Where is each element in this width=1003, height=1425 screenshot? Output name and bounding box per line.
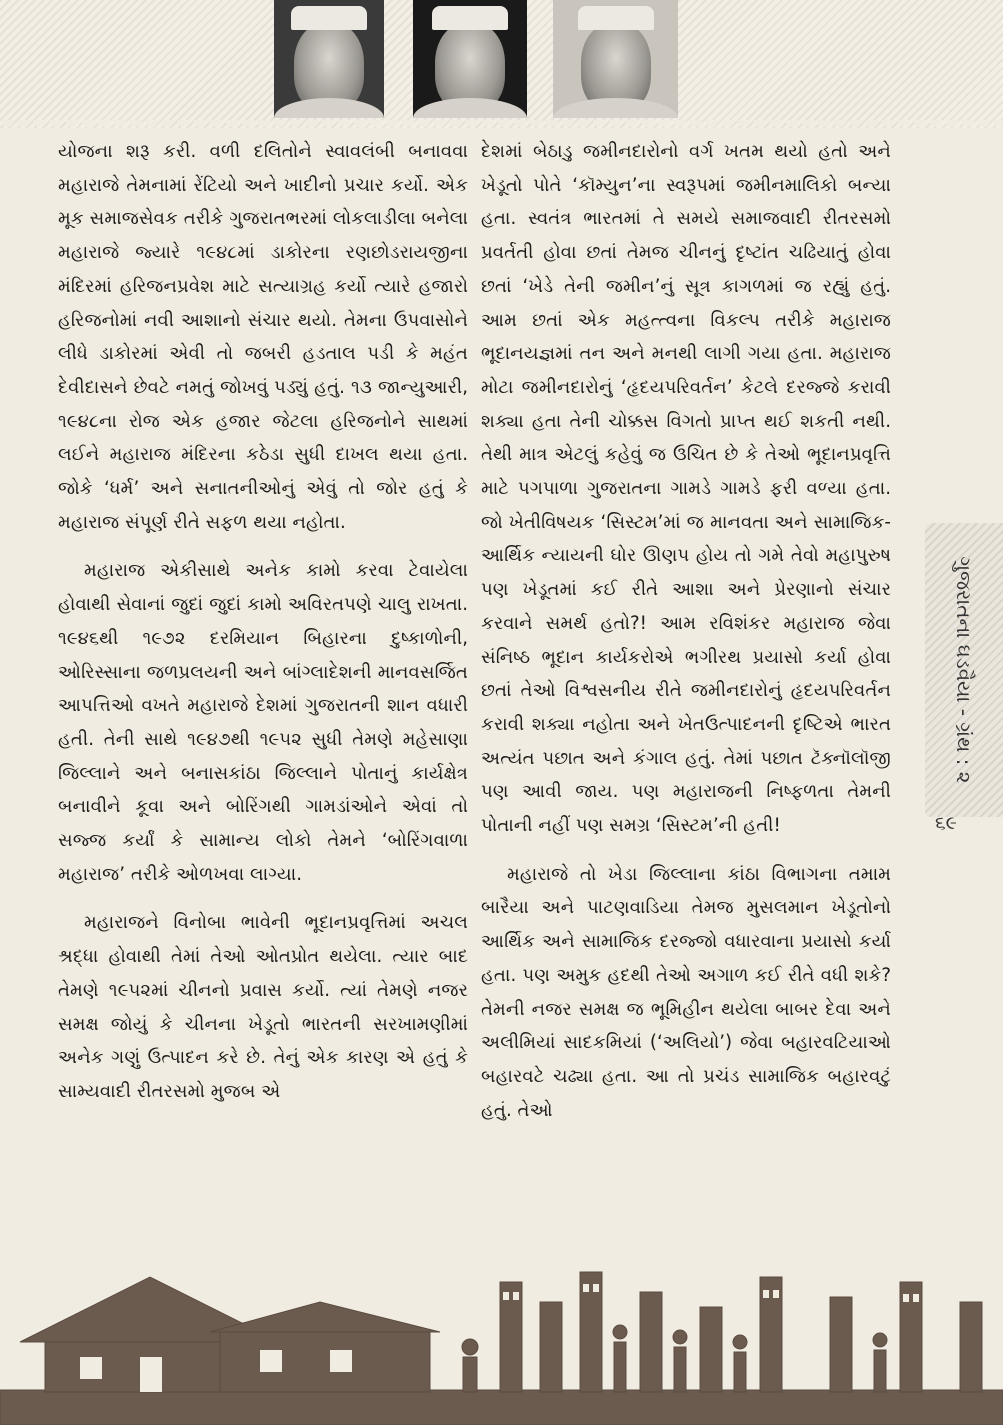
person-figure [733,1335,747,1349]
portrait-photo [553,0,678,118]
paragraph: યોજના શરૂ કરી. વળી દલિતોને સ્વાવલંબી બનાવવા મહારાજે તેમનામાં રેંટિયો અને ખાદીનો પ્રચાર કર્યો. એક મૂક સમાજસેવક તરીકે ગુજરાતભરમાં લોકલાડીલા બનેલા મહારાજે જ્યારે ૧૯૪૮માં ડાકોરના રણછોડરાયજીના મંદિરમાં હરિજનપ્રવેશ માટે સત્યાગ્રહ કર્યો ત્યારે હજારો હરિજનોમાં નવી આશાનો સંચાર થયો. તેમના ઉપવાસોને લીધે ડાકોરમાં એવી તો જબરી હડતાલ પડી કે મહંત દેવીદાસને છેવટે નમતું જોખવું પડ્યું હતું. ૧૩ જાન્યુઆરી, ૧૯૪૮ના રોજ એક હજાર જેટલા હરિજનોને સાથમાં લઈને મહારાજ મંદિરના કઠેડા સુધી દાખલ થયા હતા. જોકે ‘ધર્મ’ અને સનાતનીઓનું એવું તો જોર હતું કે મહારાજ સંપૂર્ણ રીતે સફળ થયા નહોતા. [58,141,468,533]
building-window [503,1292,509,1300]
hut-window [330,1350,352,1372]
person-figure [463,1357,477,1392]
building-block [960,1302,982,1392]
hut-roof [210,1302,440,1332]
building-window [913,1294,919,1302]
section-side-tab [925,523,1003,817]
paragraph: મહારાજને વિનોબા ભાવેની ભૂદાનપ્રવૃત્તિમાં અચલ શ્રદ્ધા હોવાથી તેમાં તેઓ ઓતપ્રોત થયેલા. ત્યાર બાદ તેમણે ૧૯૫૨માં ચીનનો પ્રવાસ કર્યો. ત્યાં તેમણે નજર સમક્ષ જોયું કે ચીનના ખેડૂતો ભારતની સરખામણીમાં અનેક ગણું ઉત્પાદન કરે છે. તેનું એક કારણ એ હતું કે સામ્યવાદી રીતરસમો મુજબ એ [58,912,468,1102]
village-illustration [0,1262,1003,1425]
building-window [583,1284,589,1292]
building-window [763,1290,769,1298]
hut-window [80,1357,102,1379]
person-figure [673,1330,687,1344]
portrait-shoulders [553,98,678,118]
portrait-shoulders [274,98,384,118]
person-figure [462,1339,478,1355]
building-block [540,1302,562,1392]
ground-strip [0,1390,1003,1425]
portrait-cap [291,6,367,30]
text-column-right [481,135,891,1127]
hut-door [140,1357,162,1392]
portrait-shoulders [413,98,527,118]
person-figure [874,1350,886,1392]
hut-wall [220,1332,430,1392]
person-figure [674,1347,686,1392]
page-number: ૬૯ [935,812,957,834]
person-figure [734,1352,746,1392]
building-window [593,1284,599,1292]
text-column-left [58,135,468,1109]
building-block [830,1297,852,1392]
portrait-cap [432,6,508,30]
building-window [903,1294,909,1302]
portrait-photo [413,0,527,118]
building-window [773,1290,779,1298]
portrait-cap [578,6,654,30]
building-window [513,1292,519,1300]
portrait-photo [274,0,384,118]
building-block [640,1292,662,1392]
hut-window [260,1350,282,1372]
building-block [700,1307,722,1392]
person-figure [614,1342,626,1392]
paragraph: મહારાજે તો ખેડા જિલ્લાના કાંઠા વિભાગના તમામ બારૈયા અને પાટણવાડિયા તેમજ મુસલમાન ખેડૂતોનો આર્થિક અને સામાજિક દરજ્જો વધારવાના પ્રયાસો કર્યા હતા. પણ અમુક હદથી તેઓ અગાળ કઈ રીતે વધી શકે? તેમની નજર સમક્ષ જ ભૂમિહીન થયેલા બાબર દેવા અને અલીમિયાં સાદકમિયાં (‘અલિયો’) જેવા બહારવટિયાઓ બહારવટે ચઢ્યા હતા. આ તો પ્રચંડ સામાજિક બહારવટું હતું. તેઓ [481,863,891,1121]
paragraph: મહારાજ એકીસાથે અનેક કામો કરવા ટેવાયેલા હોવાથી સેવાનાં જુદાં જુદાં કામો અવિરતપણે ચાલુ રાખતા. ૧૯૪૬થી ૧૯૭૨ દરમિયાન બિહારના દુષ્કાળોની, ઓરિસ્સાના જળપ્રલયની અને બાંગ્લાદેશની માનવસર્જિત આપત્તિઓ વખતે મહારાજે દેશમાં ગુજરાતની શાન વધારી હતી. તેની સાથે ૧૯૪૭થી ૧૯૫૨ સુધી તેમણે મહેસાણા જિલ્લાને અને બનાસકાંઠા જિલ્લાને પોતાનું કાર્યક્ષેત્ર બનાવીને કૂવા અને બોરિંગથી ગામડાંઓને એવાં તો સજ્જ કર્યાં કે સામાન્ય લોકો તેમને ‘બોરિંગવાળા મહારાજ’ તરીકે ઓળખવા લાગ્યા. [58,560,468,885]
paragraph: દેશમાં બેઠાડુ જમીનદારોનો વર્ગ ખતમ થયો હતો અને ખેડૂતો પોતે ‘કૉમ્યુન’ના સ્વરૂપમાં જમીનમાલિકો બન્યા હતા. સ્વતંત્ર ભારતમાં તે સમયે સમાજવાદી રીતરસમો પ્રવર્તતી હોવા છતાં તેમજ ચીનનું દૃષ્ટાંત ચઢિયાતું હોવા છતાં ‘ખેડે તેની જમીન’નું સૂત્ર કાગળમાં જ રહ્યું હતું. આમ છતાં એક મહત્ત્વના વિકલ્પ તરીકે મહારાજ ભૂદાનયજ્ઞમાં તન અને મનથી લાગી ગયા હતા. મહારાજ મોટા જમીનદારોનું ‘હૃદયપરિવર્તન’ કેટલે દરજ્જે કરાવી શક્યા હતા તેની ચોક્કસ વિગતો પ્રાપ્ત થઈ શકતી નથી. તેથી માત્ર એટલું કહેવું જ ઉચિત છે કે તેઓ ભૂદાનપ્રવૃત્તિ માટે પગપાળા ગુજરાતના ગામડે ગામડે ફરી વળ્યા હતા. જો ખેતીવિષયક ‘સિસ્ટમ’માં જ માનવતા અને સામાજિક-આર્થિક ન્યાયની ઘોર ઊણપ હોય તો ગમે તેવો મહાપુરુષ પણ ખેડૂતમાં કઈ રીતે આશા અને પ્રેરણાનો સંચાર કરવાને સમર્થ હતો?! આમ રવિશંકર મહારાજ જેવા સંનિષ્ઠ ભૂદાન કાર્યકરોએ ભગીરથ પ્રયાસો કર્યા હોવા છતાં તેઓ વિશ્વસનીય રીતે જમીનદારોનું હૃદયપરિવર્તન કરાવી શક્યા નહોતા અને ખેતઉત્પાદનની દૃષ્ટિએ ભારત અત્યંત પછાત અને કંગાલ હતું. તેમાં પછાત ટૅક્નૉલૉજી પણ આવી જાય. પણ મહારાજની નિષ્ફળતા તેમની પોતાની નહીં પણ સમગ્ર ‘સિસ્ટમ’ની હતી! [481,141,891,837]
person-figure [613,1325,627,1339]
person-figure [873,1333,887,1347]
book-title-label: ગુજરાતના ઘડવૈયા - ગ્રંથ : ૨ [952,556,976,784]
